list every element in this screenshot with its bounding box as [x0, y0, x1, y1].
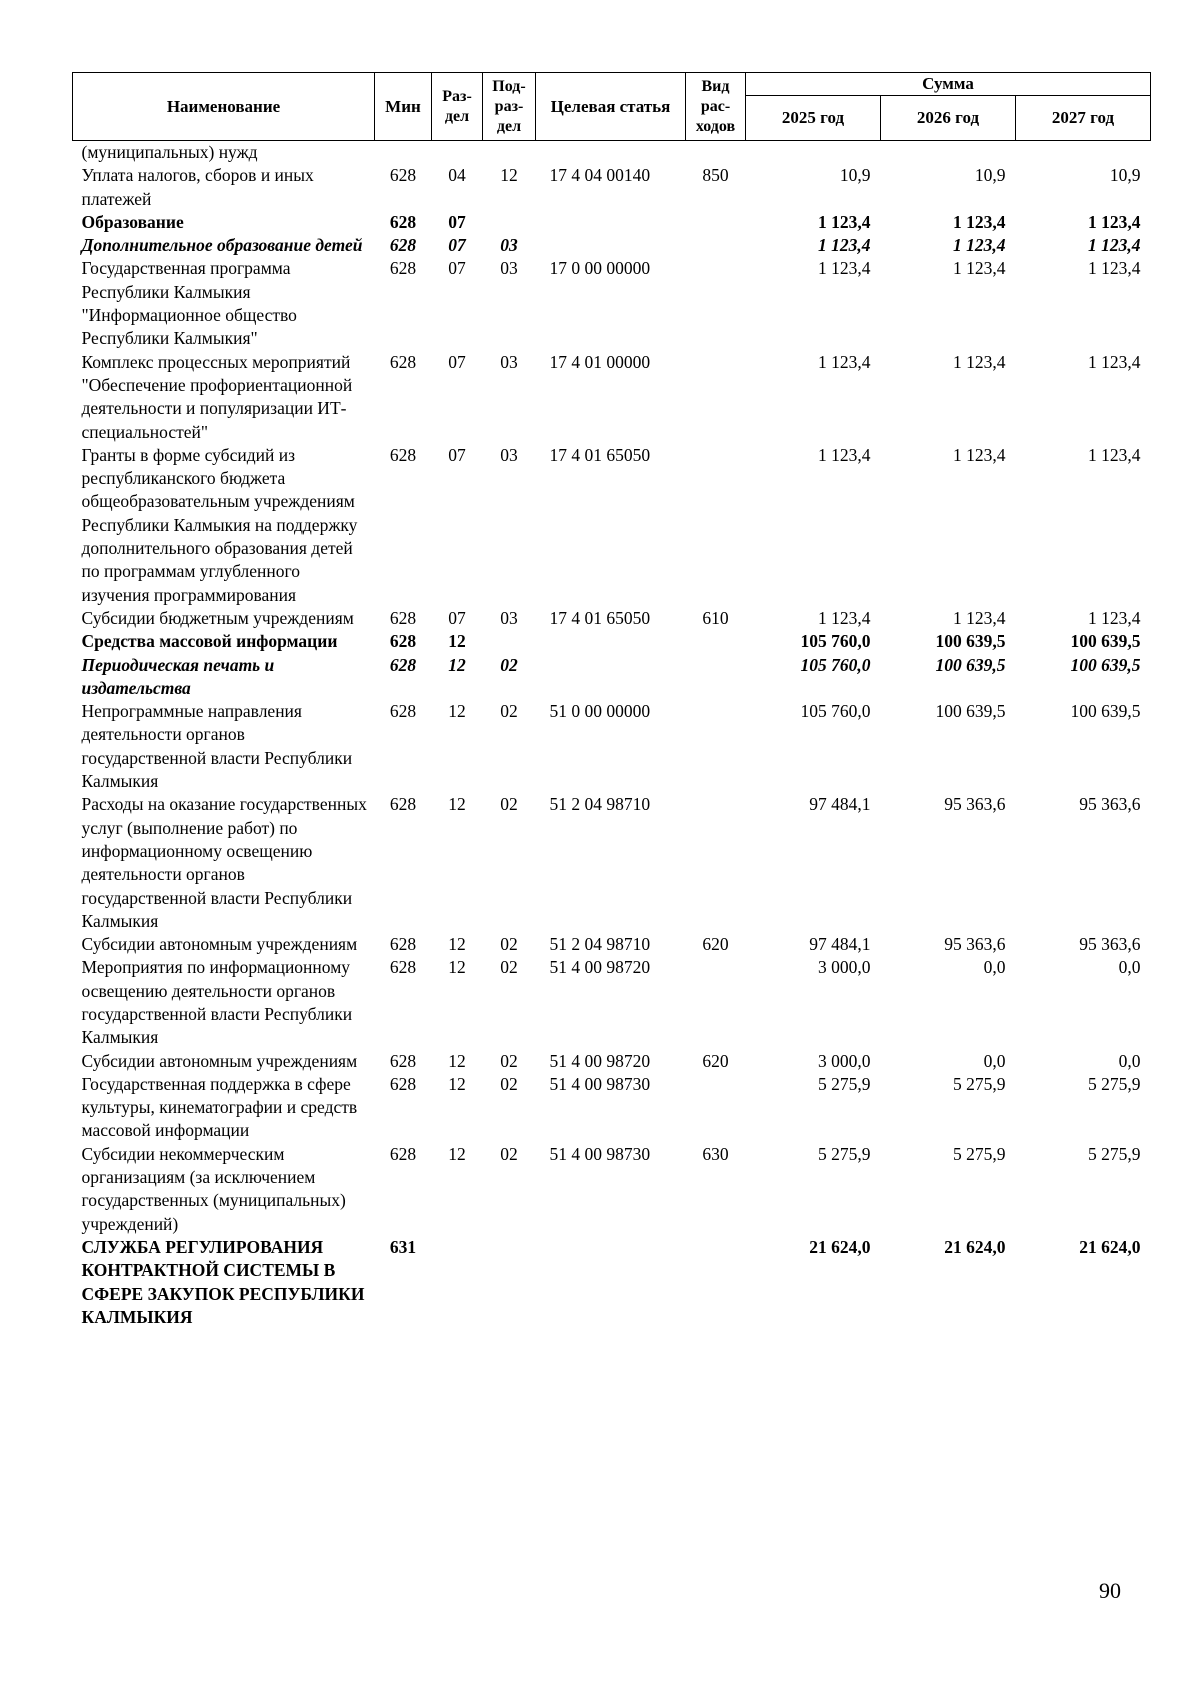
cell-2026: 21 624,0 — [944, 1236, 1006, 1257]
cell-name: Дополнительное образование детей — [81, 235, 363, 256]
cell-name: Субсидии некоммерческим организациям (за исключением государственных (муниципальных) учреждений) — [81, 1143, 346, 1234]
cell-min: 628 — [389, 1143, 417, 1164]
cell-cel-statya: 51 0 00 00000 — [549, 701, 651, 722]
cell-podrazdel: 03 — [500, 351, 518, 372]
cell-cel-statya: 51 2 04 98710 — [549, 794, 651, 815]
cell-2027: 100 639,5 — [1070, 701, 1141, 722]
cell-2025: 1 123,4 — [818, 211, 871, 232]
cell-2025: 3 000,0 — [818, 1050, 871, 1071]
cell-podrazdel: 03 — [500, 235, 518, 256]
header-cel-statya: Целевая статья — [536, 73, 686, 141]
table-row — [73, 1143, 1151, 1236]
cell-2025: 1 123,4 — [818, 607, 871, 628]
cell-2027: 10,9 — [1109, 165, 1141, 186]
budget-table — [72, 72, 1151, 1329]
cell-vid-rashodov — [686, 257, 746, 350]
cell-min: 628 — [389, 631, 417, 652]
cell-2026: 95 363,6 — [944, 794, 1006, 815]
cell-2025: 105 760,0 — [800, 631, 871, 652]
cell-min: 628 — [389, 957, 417, 978]
cell-vid-rashodov — [686, 793, 746, 933]
table-row — [73, 211, 1151, 234]
cell-razdel: 12 — [448, 1143, 466, 1164]
cell-name: Государственная программа Республики Калмыкия "Информационное общество Республики Калмыкия" — [81, 258, 297, 349]
cell-2027: 1 123,4 — [1088, 607, 1141, 628]
cell-2027: 5 275,9 — [1088, 1073, 1141, 1094]
table-row — [73, 793, 1151, 933]
cell-2026: 95 363,6 — [944, 934, 1006, 955]
cell-name: Субсидии автономным учреждениям — [81, 934, 358, 955]
cell-name: Мероприятия по информационному освещению деятельности органов государственной власти Республики Калмыкия — [81, 957, 353, 1048]
cell-podrazdel: 02 — [500, 794, 518, 815]
cell-2026: 100 639,5 — [935, 701, 1006, 722]
cell-podrazdel: 02 — [500, 1050, 518, 1071]
table-header — [73, 73, 1151, 141]
cell-vid-rashodov — [686, 1236, 746, 1329]
cell-2027: 0,0 — [1118, 957, 1141, 978]
cell-min: 628 — [389, 351, 417, 372]
cell-vid-rashodov — [686, 351, 746, 444]
cell-min: 628 — [389, 235, 417, 256]
table-body — [73, 141, 1151, 1330]
cell-vid-rashodov — [686, 141, 746, 165]
cell-razdel: 12 — [448, 1073, 466, 1094]
cell-2027: 1 123,4 — [1088, 258, 1141, 279]
cell-min: 628 — [389, 444, 417, 465]
table-row — [73, 164, 1151, 211]
cell-min: 628 — [389, 607, 417, 628]
cell-name: Образование — [81, 211, 184, 232]
header-podrazdel: Под-раз-дел — [483, 73, 536, 141]
cell-min: 628 — [389, 211, 417, 232]
cell-razdel: 07 — [448, 235, 466, 256]
cell-cel-statya: 51 4 00 98720 — [549, 1050, 651, 1071]
cell-razdel: 12 — [448, 794, 466, 815]
cell-podrazdel: 02 — [500, 654, 518, 675]
cell-2026: 100 639,5 — [935, 654, 1006, 675]
header-summa: Сумма — [746, 73, 1151, 96]
cell-cel-statya: 17 4 01 00000 — [549, 351, 651, 372]
page-number: 90 — [1099, 1578, 1121, 1603]
cell-name: СЛУЖБА РЕГУЛИРОВАНИЯ КОНТРАКТНОЙ СИСТЕМЫ В СФЕРЕ ЗАКУПОК РЕСПУБЛИКИ КАЛМЫКИЯ — [81, 1236, 365, 1327]
cell-cel-statya — [536, 141, 686, 165]
cell-razdel: 12 — [448, 934, 466, 955]
cell-min — [375, 141, 432, 165]
cell-2027 — [1016, 141, 1151, 165]
cell-2027: 100 639,5 — [1070, 631, 1141, 652]
cell-2026: 1 123,4 — [953, 444, 1006, 465]
cell-podrazdel: 02 — [500, 1143, 518, 1164]
cell-name: Субсидии автономным учреждениям — [81, 1050, 358, 1071]
cell-2025: 97 484,1 — [809, 794, 871, 815]
cell-name: Государственная поддержка в сфере культуры, кинематографии и средств массовой информации — [81, 1073, 358, 1141]
cell-vid-rashodov — [686, 211, 746, 234]
table-row — [73, 351, 1151, 444]
cell-name: Субсидии бюджетным учреждениям — [81, 607, 354, 628]
cell-2026: 1 123,4 — [953, 258, 1006, 279]
cell-razdel: 12 — [448, 701, 466, 722]
cell-vid-rashodov: 610 — [702, 607, 729, 628]
cell-2027: 0,0 — [1118, 1050, 1141, 1071]
table-row — [73, 141, 1151, 165]
cell-vid-rashodov — [686, 234, 746, 257]
cell-cel-statya: 51 4 00 98730 — [549, 1143, 651, 1164]
cell-2026: 100 639,5 — [935, 631, 1006, 652]
cell-2025 — [746, 141, 881, 165]
cell-cel-statya: 51 2 04 98710 — [549, 934, 651, 955]
cell-razdel: 07 — [448, 444, 466, 465]
cell-cel-statya — [536, 1236, 686, 1329]
cell-cel-statya — [536, 211, 686, 234]
cell-2025: 10,9 — [839, 165, 871, 186]
cell-name: Средства массовой информации — [81, 631, 338, 652]
cell-cel-statya: 17 4 01 65050 — [549, 444, 651, 465]
table-row — [73, 700, 1151, 793]
header-2027: 2027 год — [1016, 96, 1151, 141]
cell-2025: 1 123,4 — [818, 258, 871, 279]
cell-podrazdel: 03 — [500, 258, 518, 279]
header-vid-rashodov: Вид рас-ходов — [686, 73, 746, 141]
cell-podrazdel: 02 — [500, 957, 518, 978]
cell-razdel: 12 — [448, 957, 466, 978]
cell-min: 631 — [389, 1236, 417, 1257]
header-razdel: Раз-дел — [432, 73, 483, 141]
cell-podrazdel: 02 — [500, 934, 518, 955]
cell-2025: 5 275,9 — [818, 1073, 871, 1094]
cell-podrazdel: 03 — [500, 607, 518, 628]
table-row — [73, 1073, 1151, 1143]
cell-razdel: 07 — [448, 607, 466, 628]
cell-min: 628 — [389, 1073, 417, 1094]
cell-cel-statya: 17 4 04 00140 — [549, 165, 651, 186]
cell-2025: 1 123,4 — [818, 235, 871, 256]
cell-podrazdel: 12 — [500, 165, 518, 186]
cell-name: Расходы на оказание государственных услуг (выполнение работ) по информационному освещению деятельности органов государственной власти Республики Калмыкия — [81, 794, 367, 931]
cell-vid-rashodov — [686, 956, 746, 1049]
cell-vid-rashodov: 630 — [702, 1143, 729, 1164]
cell-razdel: 07 — [448, 211, 466, 232]
cell-2026: 10,9 — [974, 165, 1006, 186]
cell-name: Гранты в форме субсидий из республиканского бюджета общеобразовательным учреждениям Республики Калмыкия на поддержку дополнительного образования детей по программам углубленного изучения программирования — [81, 444, 358, 605]
cell-cel-statya: 17 4 01 65050 — [549, 607, 651, 628]
cell-2026: 5 275,9 — [953, 1143, 1006, 1164]
cell-vid-rashodov: 620 — [702, 934, 729, 955]
cell-cel-statya — [536, 234, 686, 257]
table-row — [73, 444, 1151, 607]
cell-2027: 5 275,9 — [1088, 1143, 1141, 1164]
cell-2025: 1 123,4 — [818, 351, 871, 372]
cell-vid-rashodov: 620 — [702, 1050, 729, 1071]
cell-vid-rashodov — [686, 1073, 746, 1143]
table-row — [73, 630, 1151, 653]
table-row — [73, 956, 1151, 1049]
cell-2027: 21 624,0 — [1079, 1236, 1141, 1257]
cell-2026: 1 123,4 — [953, 211, 1006, 232]
cell-razdel: 04 — [448, 165, 466, 186]
header-min: Мин — [375, 73, 432, 141]
table-row — [73, 1236, 1151, 1329]
cell-2026: 1 123,4 — [953, 235, 1006, 256]
cell-2026: 0,0 — [983, 957, 1006, 978]
cell-podrazdel: 02 — [500, 1073, 518, 1094]
cell-podrazdel — [483, 1236, 536, 1329]
cell-min: 628 — [389, 701, 417, 722]
cell-name: Комплекс процессных мероприятий "Обеспечение профориентационной деятельности и популяризации ИТ-специальностей" — [81, 351, 353, 442]
cell-name: Непрограммные направления деятельности органов государственной власти Республики Калмыкия — [81, 701, 353, 792]
cell-2027: 100 639,5 — [1070, 654, 1141, 675]
cell-min: 628 — [389, 165, 417, 186]
cell-vid-rashodov — [686, 654, 746, 701]
cell-podrazdel: 02 — [500, 701, 518, 722]
cell-razdel: 07 — [448, 351, 466, 372]
cell-min: 628 — [389, 1050, 417, 1071]
cell-cel-statya: 51 4 00 98720 — [549, 957, 651, 978]
cell-2026: 5 275,9 — [953, 1073, 1006, 1094]
cell-min: 628 — [389, 258, 417, 279]
header-2026: 2026 год — [881, 96, 1016, 141]
cell-2026: 0,0 — [983, 1050, 1006, 1071]
cell-razdel: 12 — [448, 1050, 466, 1071]
cell-2025: 3 000,0 — [818, 957, 871, 978]
table-row — [73, 1050, 1151, 1073]
cell-2027: 1 123,4 — [1088, 235, 1141, 256]
cell-podrazdel — [483, 141, 536, 165]
cell-cel-statya: 51 4 00 98730 — [549, 1073, 651, 1094]
cell-cel-statya — [536, 654, 686, 701]
cell-name: Периодическая печать и издательства — [81, 654, 275, 698]
cell-2026: 1 123,4 — [953, 351, 1006, 372]
table-row — [73, 257, 1151, 350]
document-page — [72, 72, 1150, 1329]
cell-podrazdel — [483, 211, 536, 234]
cell-2027: 1 123,4 — [1088, 444, 1141, 465]
cell-razdel — [432, 1236, 483, 1329]
cell-podrazdel: 03 — [500, 444, 518, 465]
cell-cel-statya — [536, 630, 686, 653]
table-row — [73, 234, 1151, 257]
cell-2027: 1 123,4 — [1088, 211, 1141, 232]
cell-vid-rashodov — [686, 630, 746, 653]
cell-name: (муниципальных) нужд — [81, 142, 258, 162]
header-name: Наименование — [73, 73, 375, 141]
cell-2025: 21 624,0 — [809, 1236, 871, 1257]
cell-min: 628 — [389, 794, 417, 815]
cell-2025: 97 484,1 — [809, 934, 871, 955]
cell-2026: 1 123,4 — [953, 607, 1006, 628]
cell-vid-rashodov — [686, 700, 746, 793]
cell-razdel: 12 — [448, 654, 466, 675]
cell-razdel — [432, 141, 483, 165]
table-row — [73, 654, 1151, 701]
cell-name: Уплата налогов, сборов и иных платежей — [81, 165, 314, 209]
cell-2027: 1 123,4 — [1088, 351, 1141, 372]
cell-2025: 105 760,0 — [800, 654, 871, 675]
cell-vid-rashodov: 850 — [702, 165, 729, 186]
cell-razdel: 07 — [448, 258, 466, 279]
header-2025: 2025 год — [746, 96, 881, 141]
table-row — [73, 933, 1151, 956]
cell-razdel: 12 — [448, 631, 466, 652]
cell-2027: 95 363,6 — [1079, 794, 1141, 815]
cell-2025: 105 760,0 — [800, 701, 871, 722]
cell-podrazdel — [483, 630, 536, 653]
cell-2025: 5 275,9 — [818, 1143, 871, 1164]
cell-2025: 1 123,4 — [818, 444, 871, 465]
cell-vid-rashodov — [686, 444, 746, 607]
cell-min: 628 — [389, 654, 417, 675]
cell-2026 — [881, 141, 1016, 165]
cell-cel-statya: 17 0 00 00000 — [549, 258, 651, 279]
table-row — [73, 607, 1151, 630]
cell-2027: 95 363,6 — [1079, 934, 1141, 955]
cell-min: 628 — [389, 934, 417, 955]
